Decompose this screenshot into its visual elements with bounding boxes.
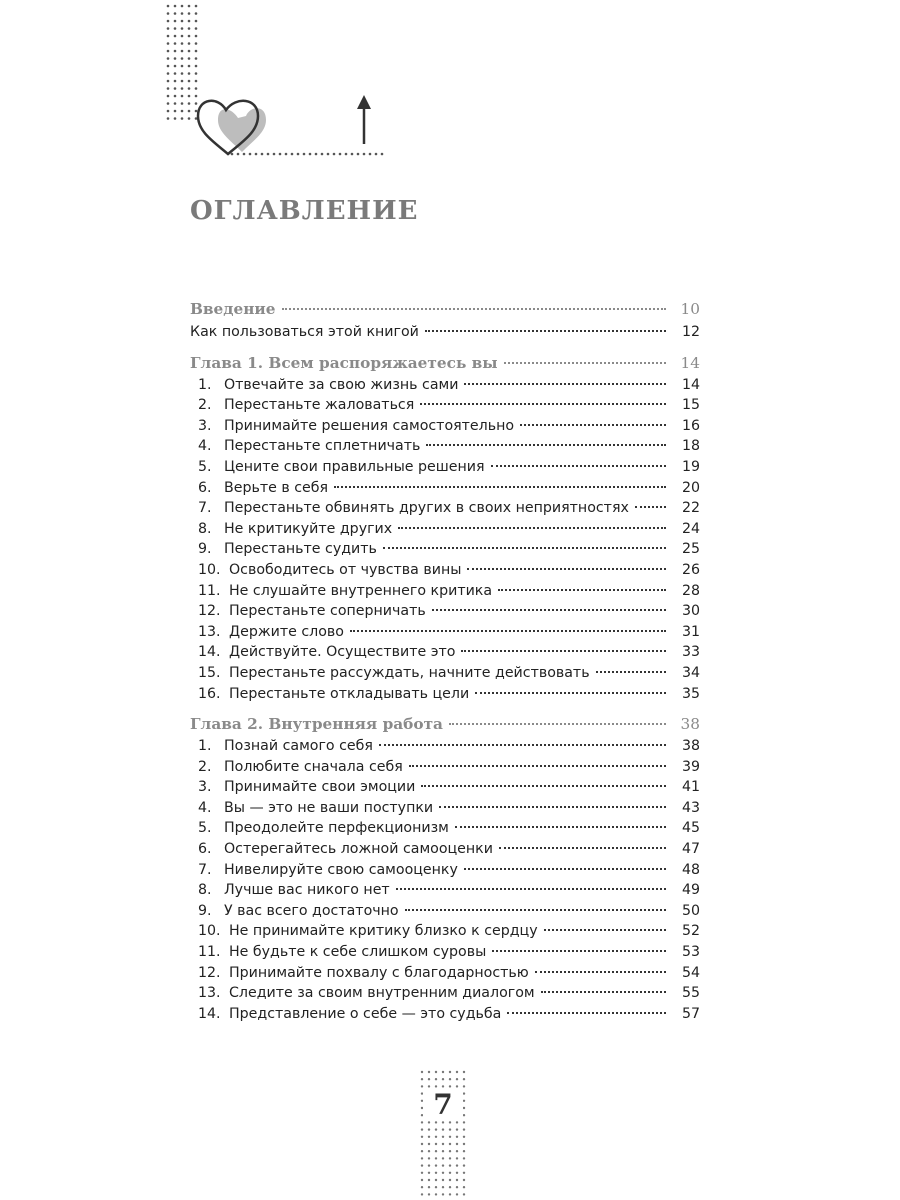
toc-item-page: 47 — [681, 841, 700, 858]
toc-item-page: 24 — [681, 520, 700, 537]
toc-item-label — [198, 736, 373, 757]
dot-leader — [467, 568, 666, 570]
toc-item-page: 31 — [681, 623, 700, 640]
toc-entry-intro[interactable] — [190, 296, 700, 322]
toc-item-label — [198, 642, 455, 663]
toc-item-page: 41 — [681, 779, 700, 796]
toc-item-number: 12. — [198, 964, 221, 981]
toc-item-page: 39 — [681, 758, 700, 775]
toc-item-title: Цените свои правильные решения — [224, 458, 485, 475]
toc-item[interactable] — [190, 395, 700, 416]
toc-item-title: Не критикуйте других — [224, 520, 393, 537]
toc-item-label — [198, 622, 344, 643]
toc-item-title: Перестаньте соперничать — [229, 603, 426, 620]
page-number: 7 — [423, 1088, 463, 1121]
toc-item-number: 7. — [198, 500, 212, 517]
toc-item[interactable] — [190, 375, 700, 396]
toc-item-title: Перестаньте откладывать цели — [229, 685, 470, 702]
toc-item-number: 8. — [198, 882, 212, 899]
toc-item-page: 53 — [681, 944, 700, 961]
chapter-1-items — [190, 375, 700, 705]
toc-item-label — [198, 519, 392, 540]
dot-leader — [520, 424, 666, 426]
dot-leader — [409, 765, 666, 767]
toc-item-title: Вы — это не ваши поступки — [224, 799, 434, 816]
toc-item-number: 1. — [198, 738, 212, 755]
dot-grid — [167, 5, 198, 120]
toc-chapter-1[interactable] — [190, 351, 700, 375]
toc-entry-page: 12 — [681, 324, 700, 340]
toc-item-title: Отвечайте за свою жизнь сами — [224, 376, 459, 393]
toc-item[interactable] — [190, 777, 700, 798]
dot-leader — [334, 486, 666, 488]
dot-leader — [464, 868, 666, 870]
dot-leader — [596, 671, 666, 673]
toc-item-title: Держите слово — [229, 623, 344, 640]
toc-item-number: 3. — [198, 417, 212, 434]
toc-item[interactable] — [190, 818, 700, 839]
chapter-title: Глава 2. Внутренняя работа — [190, 715, 443, 734]
toc-item-title: Представление о себе — это судьба — [229, 1005, 502, 1022]
toc-item[interactable] — [190, 622, 700, 643]
toc-item[interactable] — [190, 860, 700, 881]
dot-leader — [383, 547, 666, 549]
toc-item-page: 54 — [681, 964, 700, 981]
toc-item-number: 12. — [198, 603, 221, 620]
toc-item[interactable] — [190, 436, 700, 457]
toc-item-number: 9. — [198, 541, 212, 558]
toc-item-number: 6. — [198, 841, 212, 858]
toc-item-title: Не слушайте внутреннего критика — [229, 582, 493, 599]
toc-item-number: 10. — [198, 923, 221, 940]
toc-item-number: 4. — [198, 438, 212, 455]
toc-item-title: Действуйте. Осуществите это — [229, 644, 456, 661]
toc-item-label — [198, 860, 458, 881]
toc-item-label — [198, 478, 328, 499]
toc-item-label — [198, 757, 403, 778]
toc-item-title: Перестаньте сплетничать — [224, 438, 421, 455]
dot-leader — [464, 383, 666, 385]
toc-item-label — [198, 375, 458, 396]
toc-item-title: Познай самого себя — [224, 738, 373, 755]
dot-leader — [449, 723, 666, 725]
toc-item[interactable] — [190, 416, 700, 437]
toc-item[interactable] — [190, 983, 700, 1004]
toc-item-number: 13. — [198, 623, 221, 640]
toc-item-label — [198, 684, 469, 705]
toc-item-number: 7. — [198, 861, 212, 878]
dot-leader — [492, 950, 666, 952]
dot-leader — [396, 888, 666, 890]
toc-item-number: 14. — [198, 644, 221, 661]
dot-leader — [635, 506, 666, 508]
toc-item-page: 18 — [681, 438, 700, 455]
table-of-contents — [190, 296, 700, 1024]
toc-item[interactable] — [190, 736, 700, 757]
toc-item-label — [198, 436, 420, 457]
toc-item-title: Перестаньте обвинять других в своих неприятностях — [224, 500, 629, 517]
toc-item-page: 19 — [681, 458, 700, 475]
baseline-dots — [231, 153, 384, 156]
toc-item-number: 15. — [198, 664, 221, 681]
toc-item-page: 48 — [681, 861, 700, 878]
toc-item-label — [198, 416, 514, 437]
toc-item[interactable] — [190, 901, 700, 922]
toc-item-number: 11. — [198, 944, 221, 961]
dot-leader — [425, 330, 666, 332]
dot-leader — [475, 692, 666, 694]
toc-item-number: 9. — [198, 902, 212, 919]
dot-leader — [379, 744, 666, 746]
toc-item-label — [198, 560, 461, 581]
toc-item[interactable] — [190, 839, 700, 860]
toc-item-title: Полюбите сначала себя — [224, 758, 403, 775]
toc-item-number: 5. — [198, 820, 212, 837]
toc-item[interactable] — [190, 663, 700, 684]
toc-item[interactable] — [190, 581, 700, 602]
dot-leader — [398, 527, 666, 529]
dot-leader — [541, 991, 666, 993]
toc-item-number: 14. — [198, 1005, 221, 1022]
toc-item-title: Остерегайтесь ложной самооценки — [224, 841, 493, 858]
toc-item-label — [198, 963, 529, 984]
toc-item-number: 6. — [198, 479, 212, 496]
dot-leader — [350, 630, 666, 632]
toc-item-title: Освободитесь от чувства вины — [229, 561, 462, 578]
toc-item-label — [198, 983, 535, 1004]
toc-item-page: 28 — [681, 582, 700, 599]
toc-item-title: Принимайте решения самостоятельно — [224, 417, 515, 434]
toc-item[interactable] — [190, 642, 700, 663]
dot-leader — [439, 806, 666, 808]
dot-leader — [420, 403, 666, 405]
toc-item-label — [198, 921, 538, 942]
toc-item[interactable] — [190, 798, 700, 819]
toc-item-page: 34 — [681, 664, 700, 681]
toc-item-page: 16 — [681, 417, 700, 434]
toc-item-title: Не будьте к себе слишком суровы — [229, 944, 487, 961]
dot-leader — [432, 609, 666, 611]
dot-leader — [426, 444, 666, 446]
header-decoration — [150, 0, 390, 170]
toc-entry-label: Введение — [190, 300, 276, 318]
toc-item-page: 26 — [681, 561, 700, 578]
toc-item-title: Верьте в себя — [224, 479, 329, 496]
toc-item-title: Принимайте свои эмоции — [224, 779, 416, 796]
dot-leader — [507, 1012, 666, 1014]
toc-item-label — [198, 880, 390, 901]
toc-item-label — [198, 457, 485, 478]
toc-entry-page: 10 — [680, 300, 700, 318]
toc-item-title: У вас всего достаточно — [224, 902, 399, 919]
toc-item-page: 50 — [681, 902, 700, 919]
toc-item-title: Следите за своим внутренним диалогом — [229, 985, 535, 1002]
toc-item-number: 16. — [198, 685, 221, 702]
toc-entry-label: Как пользоваться этой книгой — [190, 324, 419, 340]
dot-leader — [282, 308, 667, 310]
toc-item-page: 52 — [681, 923, 700, 940]
toc-item-label — [198, 1004, 501, 1025]
dot-leader — [535, 971, 666, 973]
toc-item-page: 33 — [681, 644, 700, 661]
toc-item-number: 4. — [198, 799, 212, 816]
toc-item-page: 49 — [681, 882, 700, 899]
chapter-title: Глава 1. Всем распоряжаетесь вы — [190, 353, 498, 372]
toc-item[interactable] — [190, 921, 700, 942]
chapter-2-items — [190, 736, 700, 1024]
toc-item-label — [198, 663, 590, 684]
toc-item-label — [198, 839, 493, 860]
toc-item[interactable] — [190, 560, 700, 581]
toc-item-number: 2. — [198, 397, 212, 414]
dot-leader — [504, 362, 666, 364]
toc-item-page: 38 — [681, 738, 700, 755]
toc-item[interactable] — [190, 963, 700, 984]
toc-item-page: 22 — [681, 500, 700, 517]
toc-item-page: 45 — [681, 820, 700, 837]
chapter-page: 38 — [680, 715, 700, 734]
toc-item-title: Принимайте похвалу с благодарностью — [229, 964, 529, 981]
toc-item-page: 55 — [681, 985, 700, 1002]
toc-item-page: 57 — [681, 1005, 700, 1022]
toc-item-title: Перестаньте судить — [224, 541, 377, 558]
toc-item-label — [198, 777, 415, 798]
toc-item-page: 30 — [681, 603, 700, 620]
toc-item-number: 3. — [198, 779, 212, 796]
toc-item[interactable] — [190, 757, 700, 778]
toc-item-number: 11. — [198, 582, 221, 599]
toc-item[interactable] — [190, 684, 700, 705]
toc-item-label — [198, 818, 449, 839]
toc-item-number: 10. — [198, 561, 221, 578]
toc-item-page: 25 — [681, 541, 700, 558]
toc-item-number: 8. — [198, 520, 212, 537]
toc-item-title: Преодолейте перфекционизм — [224, 820, 449, 837]
up-arrow-icon — [357, 95, 371, 144]
toc-item-title: Перестаньте рассуждать, начните действовать — [229, 664, 590, 681]
dot-leader — [405, 909, 666, 911]
dot-leader — [499, 847, 666, 849]
toc-item-page: 43 — [681, 799, 700, 816]
toc-item-title: Не принимайте критику близко к сердцу — [229, 923, 538, 940]
toc-item-title: Лучше вас никого нет — [224, 882, 390, 899]
toc-chapter-2[interactable] — [190, 712, 700, 736]
page-title: ОГЛАВЛЕНИЕ — [190, 196, 419, 226]
toc-item[interactable] — [190, 1004, 700, 1025]
toc-item-page: 15 — [681, 397, 700, 414]
toc-item-page: 14 — [681, 376, 700, 393]
toc-item[interactable] — [190, 942, 700, 963]
toc-item[interactable] — [190, 498, 700, 519]
toc-item[interactable] — [190, 457, 700, 478]
heart-icon — [198, 101, 266, 154]
toc-item-page: 35 — [681, 685, 700, 702]
toc-item[interactable] — [190, 601, 700, 622]
toc-item-label — [198, 539, 377, 560]
toc-item[interactable] — [190, 478, 700, 499]
toc-item-number: 1. — [198, 376, 212, 393]
toc-item-label — [198, 498, 629, 519]
toc-item-label — [198, 581, 492, 602]
toc-item-number: 2. — [198, 758, 212, 775]
toc-item-number: 5. — [198, 458, 212, 475]
dot-leader — [498, 589, 666, 591]
toc-item-label — [198, 942, 486, 963]
toc-item-label — [198, 798, 433, 819]
dot-leader — [455, 826, 666, 828]
dot-leader — [491, 465, 667, 467]
toc-item-label — [198, 901, 399, 922]
toc-item-label — [198, 601, 426, 622]
toc-item-label — [198, 395, 414, 416]
dot-leader — [544, 929, 666, 931]
toc-item[interactable] — [190, 539, 700, 560]
dot-leader — [461, 650, 666, 652]
toc-item[interactable] — [190, 519, 700, 540]
toc-entry-how-to-use[interactable] — [190, 322, 700, 343]
dot-leader — [421, 785, 666, 787]
chapter-page: 14 — [680, 353, 700, 372]
toc-item[interactable] — [190, 880, 700, 901]
toc-item-number: 13. — [198, 985, 221, 1002]
toc-item-page: 20 — [681, 479, 700, 496]
toc-item-title: Нивелируйте свою самооценку — [224, 861, 458, 878]
toc-item-title: Перестаньте жаловаться — [224, 397, 415, 414]
